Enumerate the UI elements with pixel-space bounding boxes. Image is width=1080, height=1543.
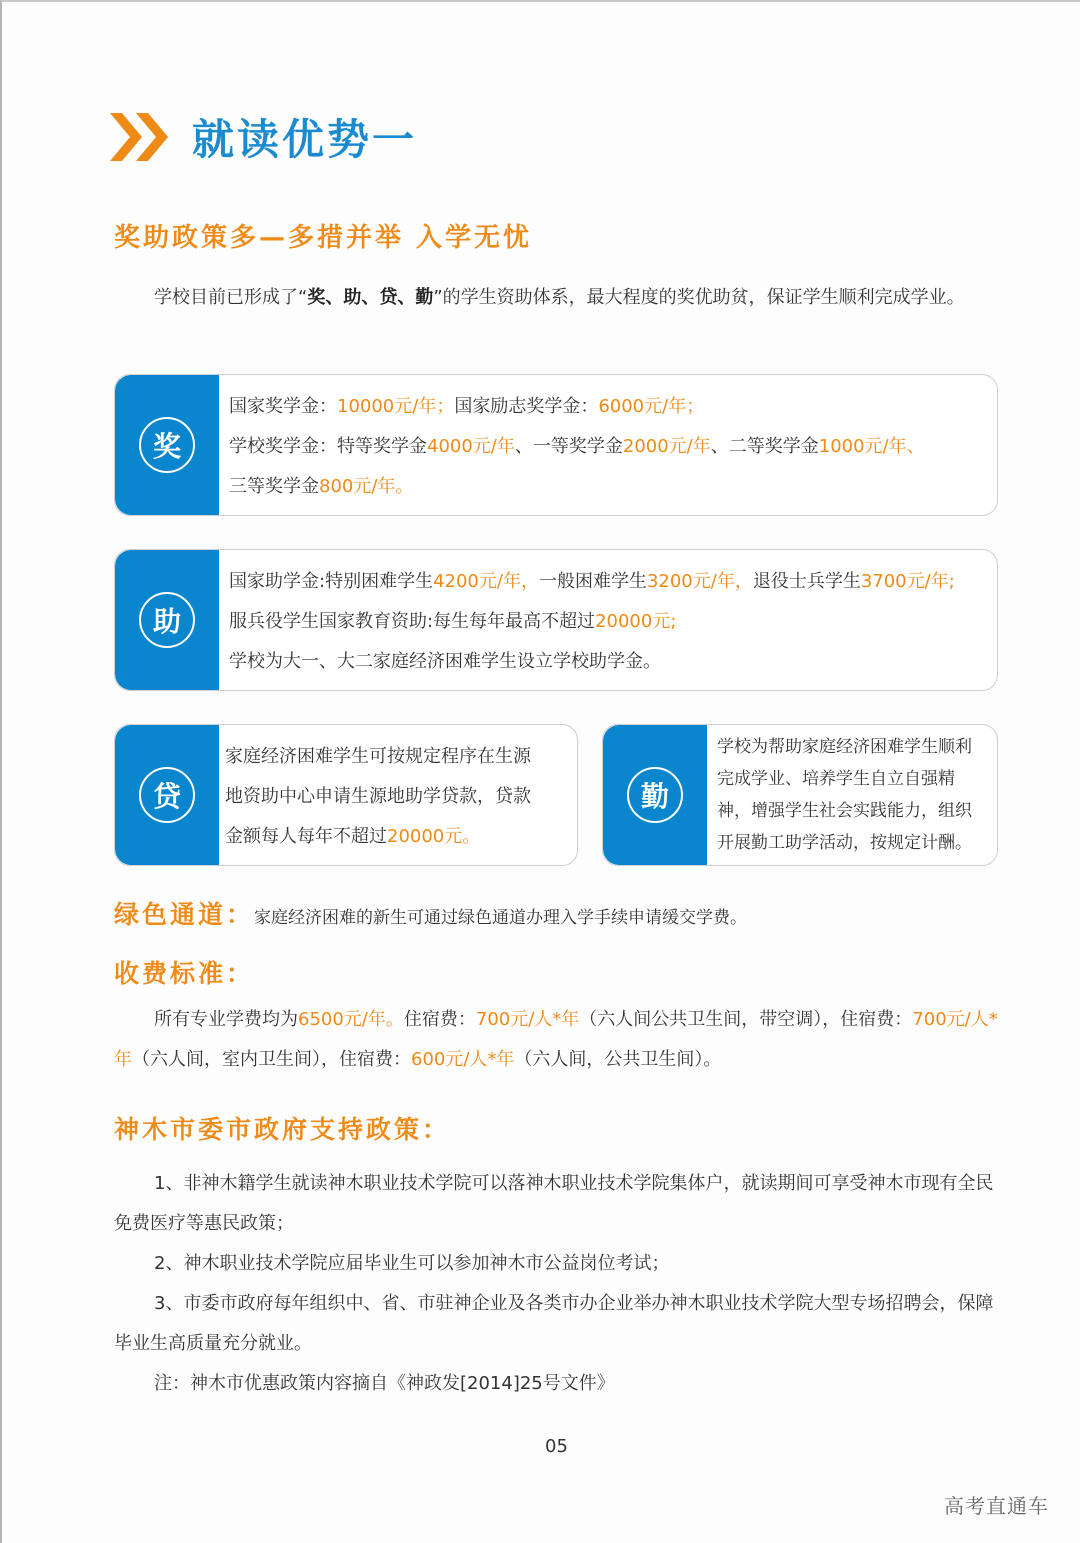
intro-text: 学校目前已形成了 xyxy=(154,287,298,308)
amount-highlight: 4200元/年， xyxy=(433,571,539,592)
text-segment: 住宿费： xyxy=(403,1009,476,1030)
amount-highlight: 6000元/年； xyxy=(598,396,705,417)
card-line xyxy=(229,642,955,682)
card-line xyxy=(229,467,925,507)
card-line xyxy=(229,562,955,602)
policy-item-1: 1、非神木籍学生就读神木职业技术学院可以落神木职业技术学院集体户，就读期间可享受神木市现有全民免费医疗等惠民政策； xyxy=(114,1173,994,1234)
aid-badge-icon: 助 xyxy=(139,592,195,648)
policy-item-3: 3、市委市政府每年组织中、省、市驻神企业及各类市办企业举办神木职业技术学院大型专场招聘会，保障毕业生高质量充分就业。 xyxy=(114,1293,994,1354)
award-badge-icon: 奖 xyxy=(139,417,195,473)
text-segment: （六人间公共卫生间，带空调），住宿费： xyxy=(579,1009,913,1030)
amount-highlight: 2000元/年 xyxy=(622,436,711,457)
amount-highlight: 20000元; xyxy=(595,611,677,632)
amount-highlight: 1000元/年、 xyxy=(818,436,925,457)
card-line xyxy=(229,427,925,467)
text-segment: （六人间，室内卫生间），住宿费： xyxy=(132,1049,411,1070)
card-loan xyxy=(114,724,578,866)
text-segment: 、一等奖学金 xyxy=(514,436,623,457)
text-segment: 服兵役学生国家教育资助:每生每年最高不超过 xyxy=(229,611,596,632)
card-line xyxy=(717,827,972,859)
intro-paragraph xyxy=(114,278,1004,318)
intro-text: 的学生资助体系，最大程度的奖优助贫，保证学生顺利完成学业。 xyxy=(442,287,965,308)
text-segment: 学校为帮助家庭经济困难学生顺利 xyxy=(717,737,972,757)
amount-highlight: 3700元/年; xyxy=(860,571,955,592)
section-heading-policy: 神木市委市政府支持政策： xyxy=(114,1115,451,1144)
green-channel-text: 家庭经济困难的新生可通过绿色通道办理入学手续申请缓交学费。 xyxy=(254,908,748,928)
green-channel-label: 绿色通道： xyxy=(114,900,255,929)
card-line xyxy=(717,731,972,763)
text-segment: 所有专业学费均为 xyxy=(154,1009,298,1030)
section-heading-fees: 收费标准： xyxy=(114,959,255,988)
card-line xyxy=(717,763,972,795)
card-side xyxy=(603,725,707,865)
amount-highlight: 700元/人*年 xyxy=(475,1009,580,1030)
amount-highlight: 700元/人*年 xyxy=(114,1009,998,1070)
text-segment: 国家励志奖学金： xyxy=(454,396,599,417)
amount-highlight: 20000元。 xyxy=(387,826,481,847)
amount-highlight: 3200元/年， xyxy=(646,571,753,592)
page-title: 就读优势一 xyxy=(192,115,418,164)
card-side xyxy=(115,550,219,690)
text-segment: 家庭经济困难学生可按规定程序在生源 xyxy=(225,746,531,767)
quote-mark: “ xyxy=(298,287,308,308)
quote-mark: ” xyxy=(433,287,443,308)
aid-system-term: 奖、助、贷、勤 xyxy=(307,287,434,308)
card-content xyxy=(219,550,965,690)
card-content xyxy=(219,725,541,865)
text-segment: 退役士兵学生 xyxy=(752,571,861,592)
amount-highlight: 10000元/年； xyxy=(337,396,455,417)
page-number: 05 xyxy=(545,1436,568,1457)
work-badge-icon: 勤 xyxy=(627,767,683,823)
policy-note: 注：神木市优惠政策内容摘自《神政发[2014]25号文件》 xyxy=(154,1373,615,1394)
card-line xyxy=(225,777,531,817)
amount-highlight: 6500元/年。 xyxy=(298,1009,404,1030)
green-channel xyxy=(114,895,1004,938)
text-segment: 地资助中心申请生源地助学贷款，贷款 xyxy=(225,786,531,807)
card-line xyxy=(229,387,925,427)
loan-badge-icon: 贷 xyxy=(139,767,195,823)
text-segment: 国家助学金:特别困难学生 xyxy=(229,571,434,592)
text-segment: 国家奖学金： xyxy=(229,396,337,417)
card-grant xyxy=(114,549,998,691)
text-segment: 三等奖学金 xyxy=(229,476,319,497)
amount-highlight: 4000元/年 xyxy=(427,436,515,457)
text-segment: 开展勤工助学活动，按规定计酬。 xyxy=(717,833,972,853)
text-segment: 学校为大一、大二家庭经济困难学生设立学校助学金。 xyxy=(229,651,661,672)
double-chevron-icon xyxy=(110,111,170,163)
card-scholarship xyxy=(114,374,998,516)
text-segment: 一般困难学生 xyxy=(538,571,647,592)
text-segment: 、二等奖学金 xyxy=(710,436,819,457)
text-segment: 学校奖学金：特等奖学金 xyxy=(229,436,427,457)
card-content xyxy=(219,375,935,515)
policy-item-2: 2、神木职业技术学院应届毕业生可以参加神木市公益岗位考试； xyxy=(154,1253,670,1274)
card-side xyxy=(115,725,219,865)
card-line xyxy=(225,817,531,857)
page-header xyxy=(110,107,417,167)
card-line xyxy=(229,602,955,642)
text-segment: 完成学业、培养学生自立自强精 xyxy=(717,769,955,789)
text-segment: 神，增强学生社会实践能力，组织 xyxy=(717,801,972,821)
text-segment: 金额每人每年不超过 xyxy=(225,826,387,847)
section-heading-aid-policy: 奖助政策多—多措并举 入学无忧 xyxy=(114,223,533,253)
amount-highlight: 800元/年。 xyxy=(319,476,414,497)
card-work-study xyxy=(602,724,998,866)
text-segment: （六人间，公共卫生间）。 xyxy=(514,1049,722,1070)
card-line xyxy=(717,795,972,827)
amount-highlight: 600元/人*年 xyxy=(411,1049,515,1070)
card-side xyxy=(115,375,219,515)
fees-paragraph xyxy=(114,1000,1004,1080)
watermark: 高考直通车 xyxy=(944,1494,1049,1518)
card-line xyxy=(225,737,531,777)
card-content xyxy=(707,725,982,865)
